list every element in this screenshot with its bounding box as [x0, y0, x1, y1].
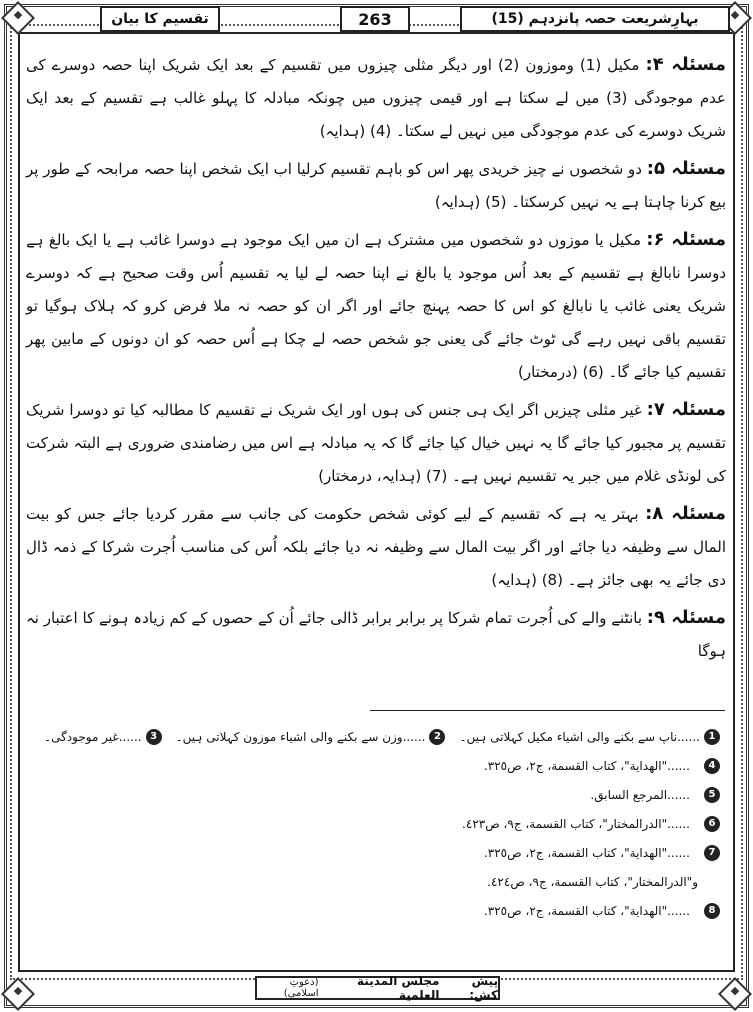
masala-text: دو شخصوں نے چیز خریدی پھر اس کو باہم تقسیم کرلیا اب ایک شخص اپنا حصہ مرابحہ کے طور پر بیع کرنا چاہتا ہے یہ نہیں کرسکتا۔ (5) (ہدایہ): [26, 160, 726, 211]
masala-9: [26, 601, 726, 668]
masala-7: [26, 393, 726, 493]
masala-label: مسئلہ ۶:: [646, 229, 726, 250]
footnote-number-badge: 8: [704, 903, 720, 919]
masala-label: مسئلہ ۴:: [645, 54, 726, 75]
footnote-number-badge: 2: [429, 729, 445, 745]
masala-label: مسئلہ ۹:: [646, 607, 726, 628]
footnote-8: [30, 896, 720, 925]
footnote-number-badge: 7: [704, 845, 720, 861]
masala-4: [26, 48, 726, 148]
masala-label: مسئلہ ۷:: [646, 399, 726, 420]
footnote-divider: [370, 710, 725, 711]
footnote-4: [30, 751, 720, 780]
publisher-footer: [255, 976, 500, 1000]
footnotes: [30, 722, 720, 925]
footnote-text: ......"الهداية"، كتاب القسمة، ج٢، ص٣٢٥.: [483, 845, 690, 860]
footnote-7: [30, 838, 720, 867]
footnote-text: ......المرجع السابق.: [590, 787, 690, 802]
footnote-6: [30, 809, 720, 838]
footnote-number-badge: 1: [704, 729, 720, 745]
footnote-text: ......"الهداية"، كتاب القسمة، ج٢، ص٣٢٥.: [483, 758, 690, 773]
book-title: بہارِشریعت حصہ پانزدہم (15): [460, 6, 730, 32]
masala-text: مکیل (1) وموزون (2) اور دیگر مثلی چیزوں میں تقسیم کے بعد ایک شریک اپنا حصہ دوسرے کی عدم موجودگی (3) میں لے سکتا ہے اور قیمی چیزوں میں چونکہ مبادلہ کا پہلو غالب ہے تقسیم کے بعد ایک شریک دوسرے کی عدم موجودگی میں نہیں لے سکتا۔ (4) (ہدایہ): [26, 56, 726, 140]
page-number: 263: [340, 6, 410, 32]
footnote-2: [176, 729, 446, 745]
masala-text: مکیل یا موزوں دو شخصوں میں مشترک ہے ان میں ایک موجود ہے دوسرا غائب ہے یا ایک بالغ ہے دوسرا نابالغ ہے تقسیم کے بعد اُس موجود یا بالغ نے اپنا حصہ لے لیا یہ تقسیم اُس وقت صحیح ہے کہ دوسرے شریک یعنی غائب یا نابالغ کو اس کا حصہ پہنچ جائے اور اگر ان کو حصہ نہ ملا فرض کرو کہ ہلاک ہوگیا تو تقسیم باقی نہیں رہے گی ٹوٹ جائے گی یعنی جو شخص حصہ لے چکا ہے اُس حصہ کو ان دونوں کے مابین پھر تقسیم کیا جائے گا۔ (6) (درمختار): [26, 231, 726, 381]
masala-6: [26, 223, 726, 389]
footnote-3: [44, 729, 162, 745]
footnote-text: ......وزن سے بکنے والی اشیاء موزون کہلاتی ہیں۔: [175, 729, 426, 744]
masala-text: بہتر یہ ہے کہ تقسیم کے لیے کوئی شخص حکومت کی جانب سے مقرر کردیا جائے جس کو بیت المال سے وظیفہ دیا جائے اور اگر بیت المال سے وظیفہ نہ دیا جائے بلکہ اُس کی مناسب اُجرت شرکا کے ذمہ ڈال دی جائے یہ بھی جائز ہے۔ (8) (ہدایہ): [26, 505, 726, 589]
footer-prefix: پیش کش:: [469, 974, 498, 1002]
masala-text: بانٹنے والے کی اُجرت تمام شرکا پر برابر برابر ڈالی جائے اُن کے حصوں کے کم زیادہ ہونے کا اعتبار نہ ہوگا: [26, 609, 726, 660]
footnote-text: و"الدرالمختار"، كتاب القسمة، ج٩، ص٤٢٤.: [487, 874, 698, 889]
masala-text: غیر مثلی چیزیں اگر ایک ہی جنس کی ہوں اور ایک شریک نے تقسیم کا مطالبہ کیا تو دوسرا شریک تقسیم پر مجبور کیا جائے گا یہ نہیں خیال کیا جائے گا کہ یہ مبادلہ ہے اس میں رضامندی ضروری ہے البتہ شرکت کی لونڈی غلام میں جبر یہ تقسیم نہیں ہے۔ (7) (ہدایہ، درمختار): [26, 401, 726, 485]
chapter-title: تقسیم کا بیان: [100, 6, 220, 32]
main-text: [26, 48, 726, 672]
footnote-text: ......ناپ سے بکنے والی اشیاء مکیل کہلاتی ہیں۔: [459, 729, 700, 744]
footnote-number-badge: 5: [704, 787, 720, 803]
footnote-number-badge: 4: [704, 758, 720, 774]
masala-8: [26, 497, 726, 597]
publisher-sub: (دعوتِ اسلامی): [283, 977, 319, 999]
footnote-1: [459, 729, 720, 745]
footnote-number-badge: 3: [146, 729, 162, 745]
footnote-text: ......"الدرالمختار"، كتاب القسمة، ج٩، ص٤٢٣.: [462, 816, 690, 831]
footnote-7-continued: [30, 867, 720, 896]
footnote-text: ......"الهداية"، كتاب القسمة، ج٢، ص٣٢٥.: [483, 903, 690, 918]
masala-label: مسئلہ ۸:: [645, 503, 726, 524]
publisher-name: مجلس المدينة العلمية: [357, 974, 440, 1002]
footnote-row: [30, 722, 720, 751]
masala-5: [26, 152, 726, 219]
masala-label: مسئلہ ۵:: [646, 158, 726, 179]
footnote-5: [30, 780, 720, 809]
footnote-text: ......غیر موجودگی۔: [44, 729, 142, 744]
footnote-number-badge: 6: [704, 816, 720, 832]
